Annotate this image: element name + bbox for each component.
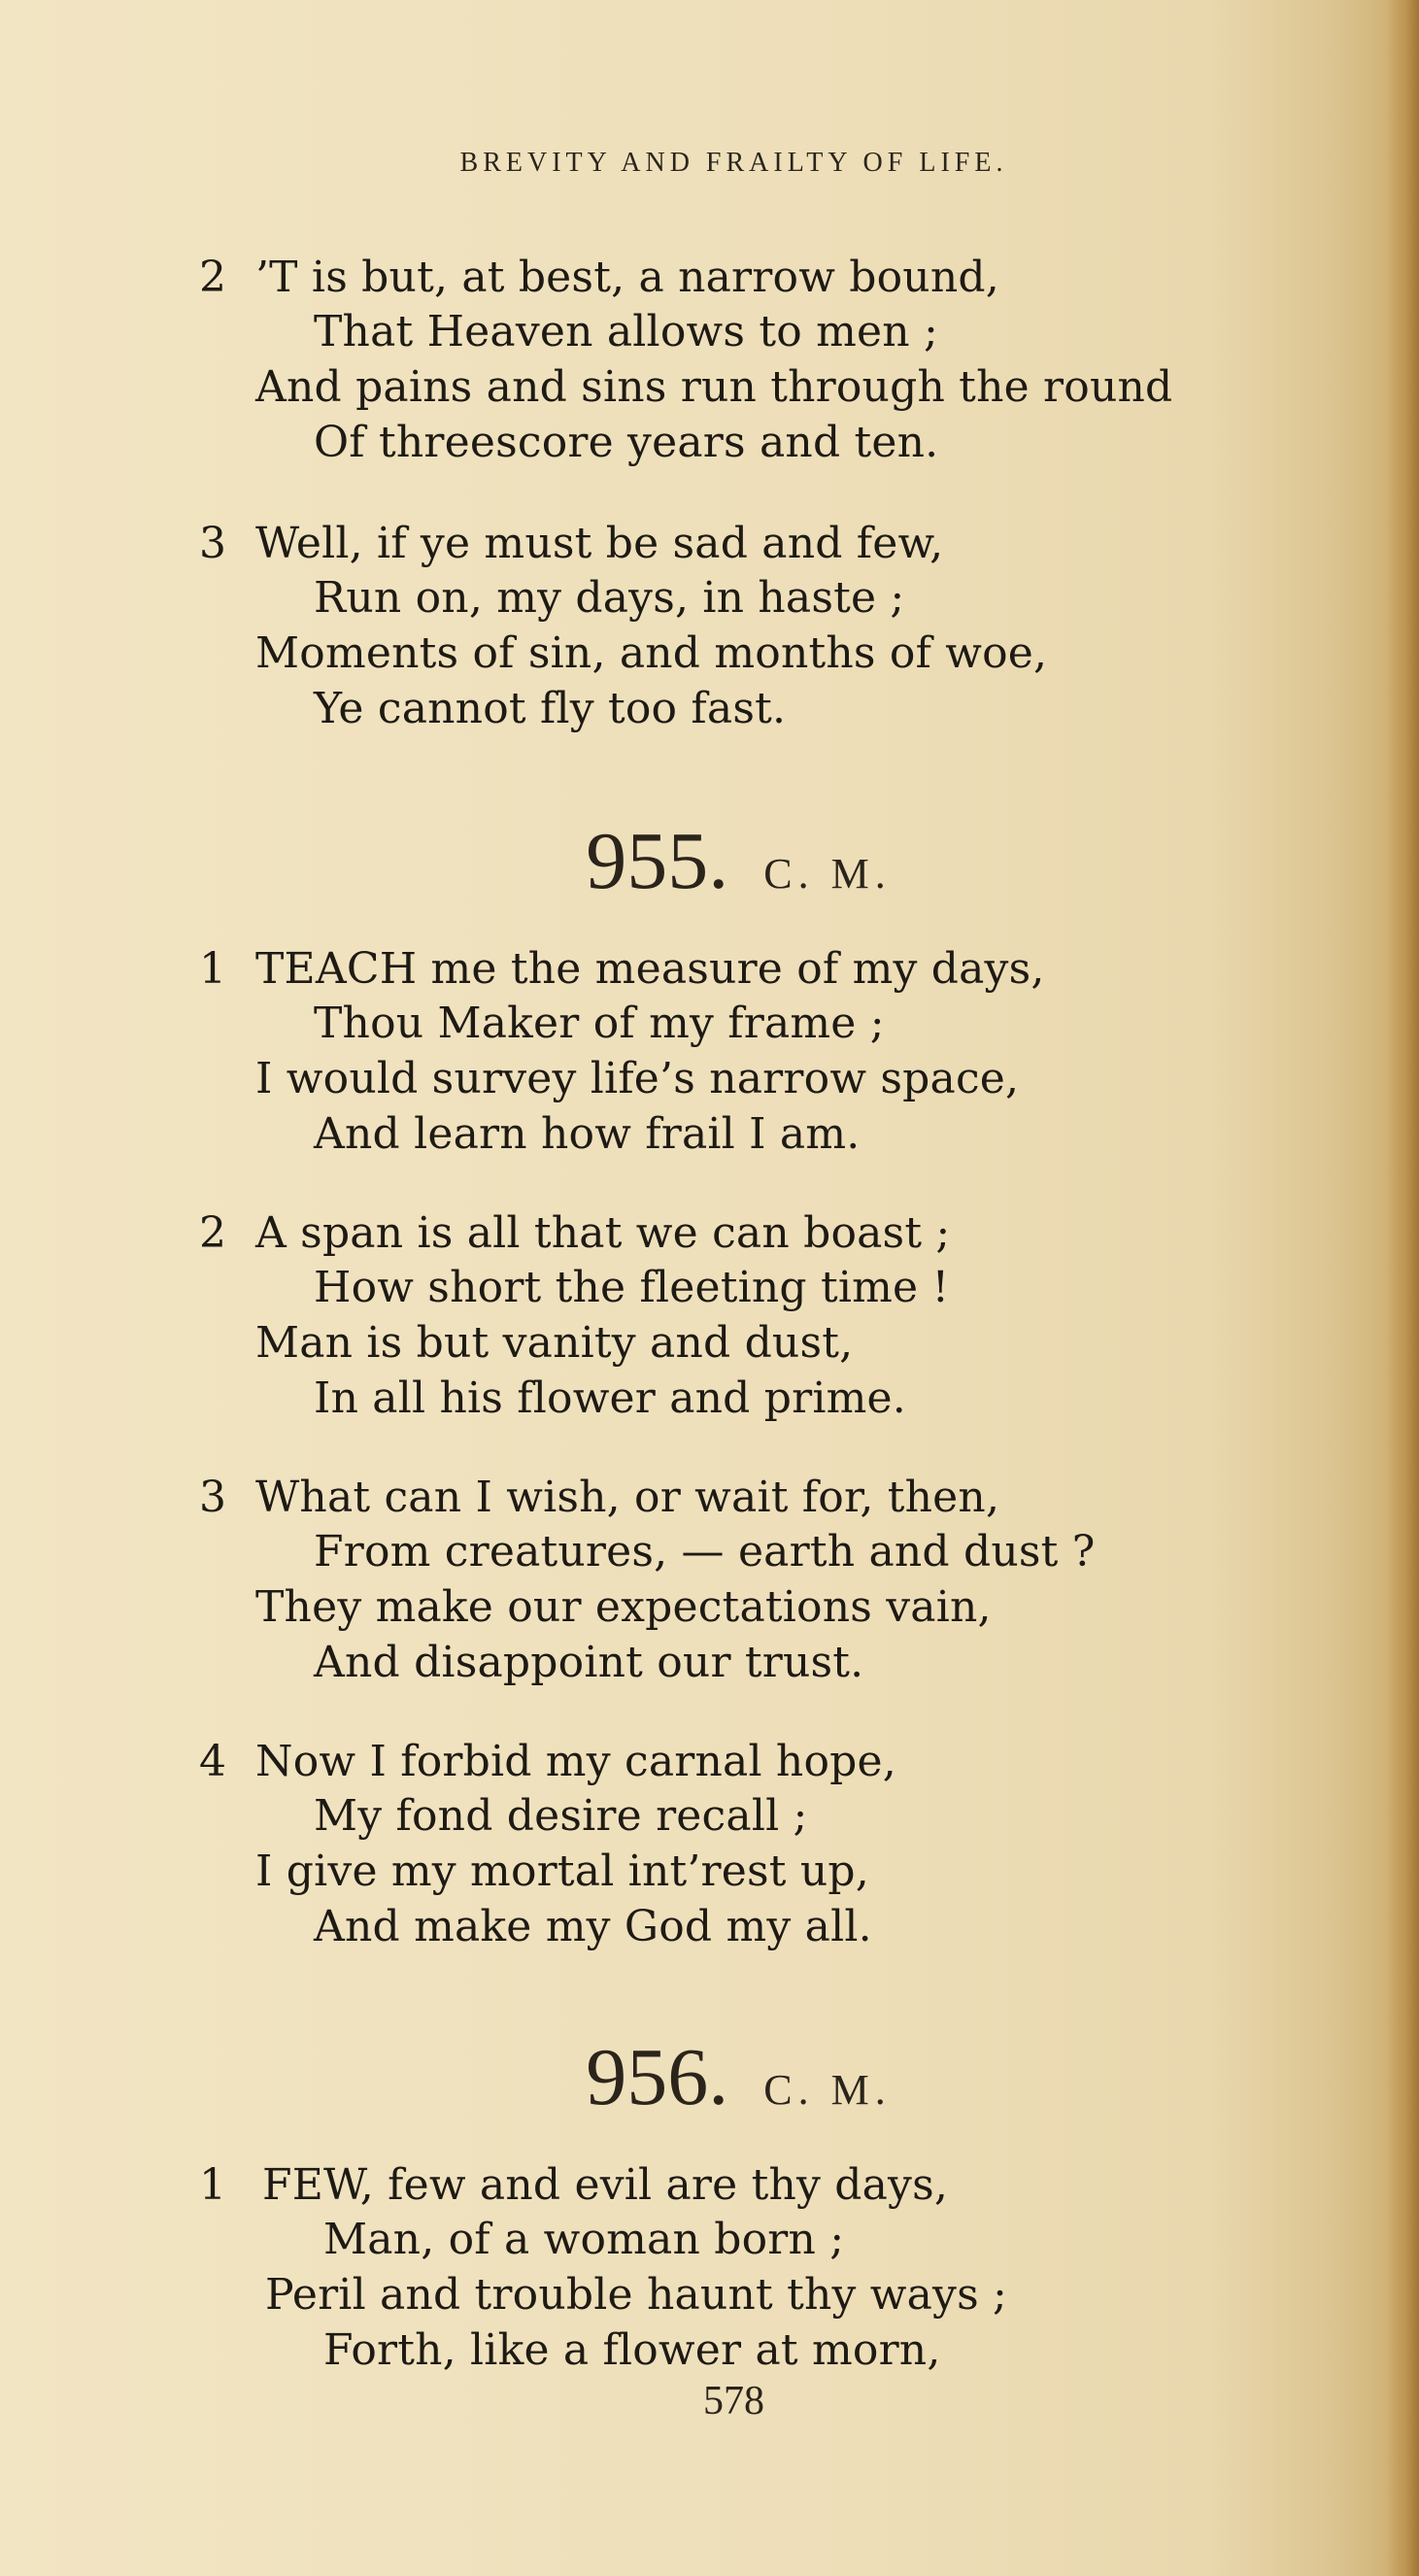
page-edge-shadow [1386, 0, 1419, 2576]
verse-number: 1 [199, 2160, 226, 2210]
page-number: 578 [703, 2379, 764, 2423]
verse-line: I would survey life’s narrow space, [255, 1054, 1020, 1103]
verse-line: ’T is but, at best, a narrow bound, [255, 253, 999, 302]
verse-line: And pains and sins run through the round [255, 362, 1173, 412]
verse-number: 3 [199, 1473, 226, 1522]
verse-line: And make my God my all. [314, 1902, 872, 1951]
verse-line: Now I forbid my carnal hope, [255, 1737, 896, 1786]
verse-line: In all his flower and prime. [314, 1373, 906, 1423]
verse-line: TEACH me the measure of my days, [255, 944, 1045, 994]
verse-line: FEW, few and evil are thy days, [262, 2160, 949, 2210]
verse-line: Man, of a woman born ; [323, 2215, 845, 2264]
hymn-number: 955. [586, 816, 729, 906]
verse-line: What can I wish, or wait for, then, [255, 1473, 1000, 1522]
verse-line: From creatures, — earth and dust ? [314, 1527, 1096, 1576]
hymn-meter: C. M. [763, 850, 892, 898]
hymn-number: 956. [586, 2032, 729, 2122]
verse-line: Ye cannot fly too fast. [314, 684, 787, 733]
verse-line: And learn how frail I am. [314, 1109, 861, 1159]
verse-line: Thou Maker of my frame ; [314, 999, 885, 1048]
verse-line: How short the fleeting time ! [314, 1263, 950, 1312]
verse-number: 4 [199, 1737, 226, 1786]
verse-line: Forth, like a flower at morn, [323, 2325, 941, 2375]
verse-line: Run on, my days, in haste ; [314, 573, 905, 623]
verse-line: Man is but vanity and dust, [255, 1318, 854, 1368]
verse-line: My fond desire recall ; [314, 1791, 808, 1841]
hymn-heading-956 [0, 2030, 1419, 2124]
verse-line: I give my mortal int’rest up, [255, 1847, 869, 1896]
verse-number: 1 [199, 944, 226, 994]
verse-line: Peril and trouble haunt thy ways ; [265, 2270, 1008, 2320]
running-head: BREVITY AND FRAILTY OF LIFE. [459, 148, 1008, 178]
verse-number: 2 [199, 253, 226, 302]
verse-line: They make our expectations vain, [255, 1582, 992, 1632]
verse-number: 2 [199, 1208, 226, 1258]
verse-line: A span is all that we can boast ; [255, 1208, 951, 1258]
hymn-heading-955 [0, 814, 1419, 908]
verse-line: Of threescore years and ten. [314, 418, 939, 467]
verse-number: 3 [199, 519, 226, 568]
verse-line: Well, if ye must be sad and few, [255, 519, 944, 568]
verse-line: And disappoint our trust. [314, 1638, 864, 1687]
verse-line: That Heaven allows to men ; [314, 307, 939, 356]
hymn-meter: C. M. [763, 2066, 892, 2114]
verse-line: Moments of sin, and months of woe, [255, 628, 1048, 678]
